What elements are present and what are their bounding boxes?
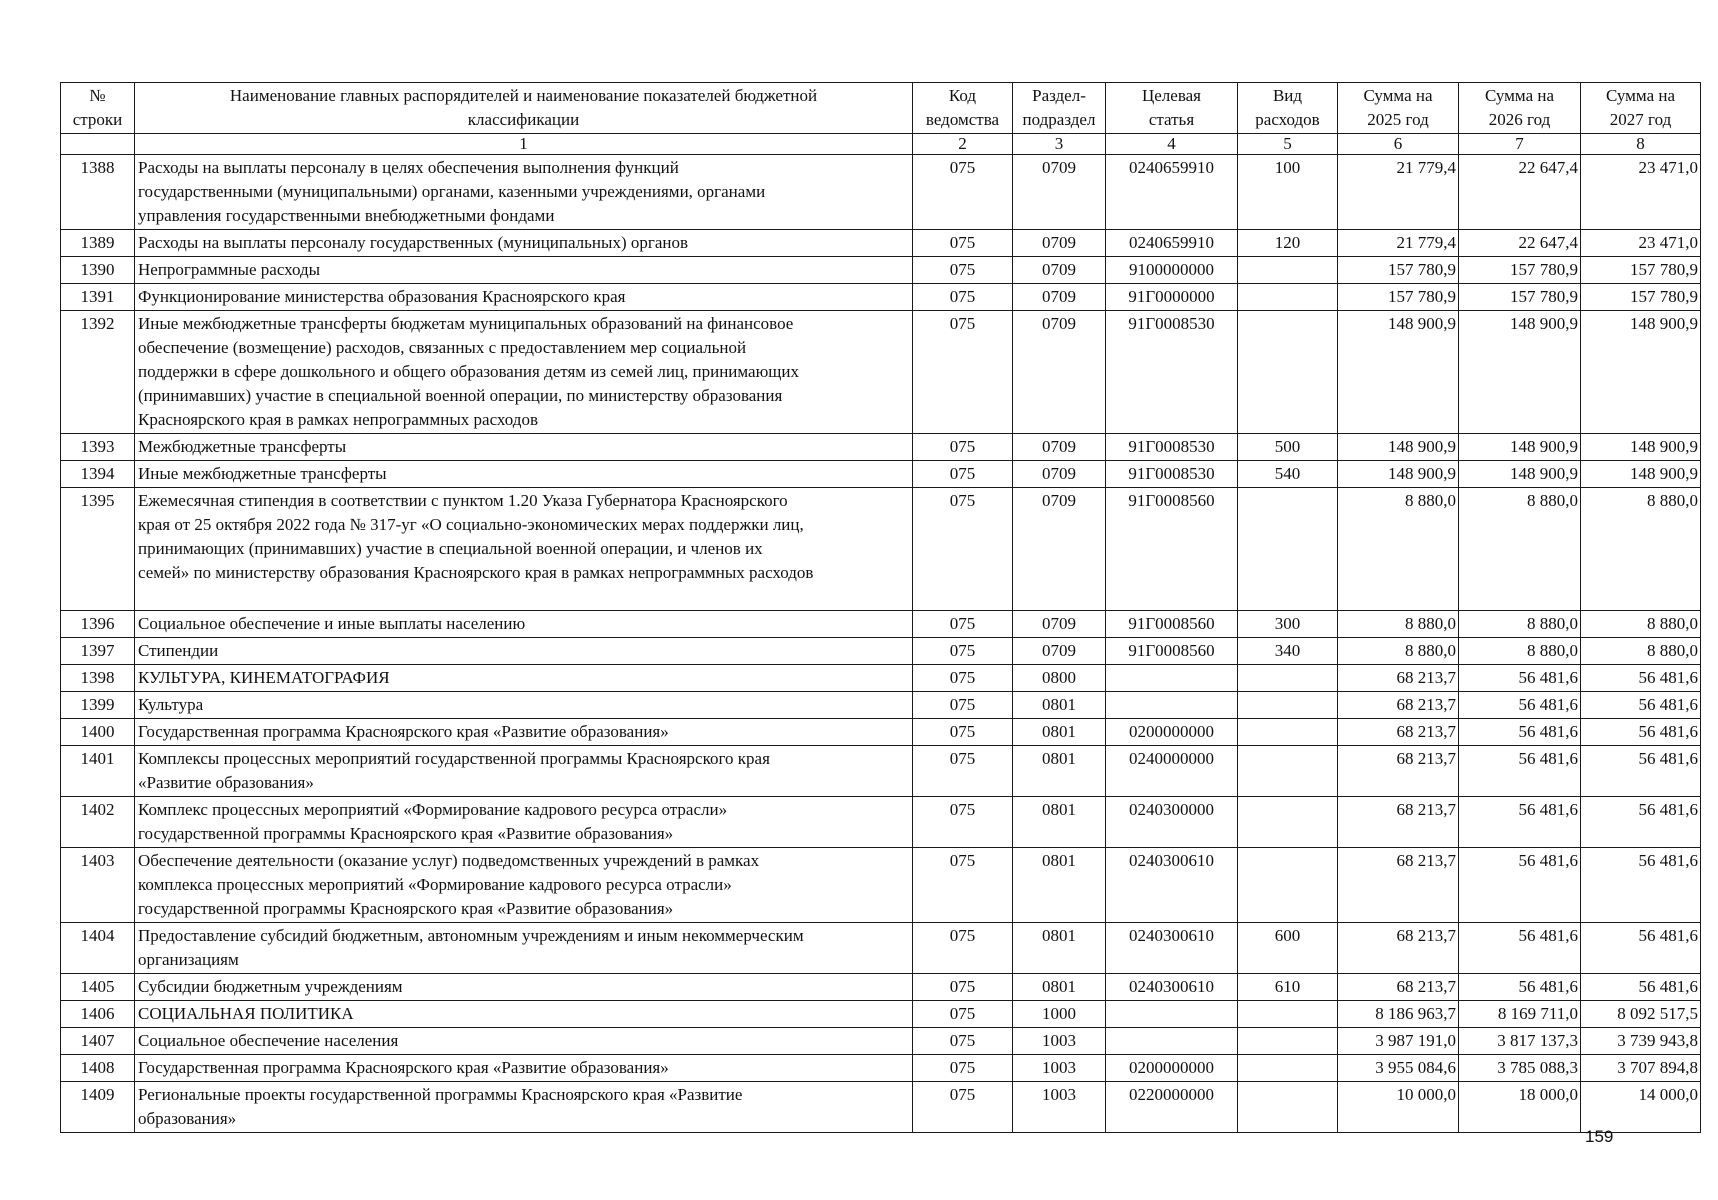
row-section: 0801	[1013, 974, 1106, 1001]
row-department-code: 075	[913, 611, 1013, 638]
row-name	[135, 230, 913, 257]
table-row	[61, 692, 1701, 719]
row-sum-2026: 148 900,9	[1459, 434, 1581, 461]
row-name-line: Иные межбюджетные трансферты бюджетам муниципальных образований на финансовое	[138, 314, 794, 333]
row-expense-type: 600	[1238, 923, 1338, 974]
header-section: Раздел- подраздел	[1013, 83, 1106, 134]
header-sum-2026: Сумма на 2026 год	[1459, 83, 1581, 134]
table-row	[61, 719, 1701, 746]
row-department-code: 075	[913, 155, 1013, 230]
row-name	[135, 284, 913, 311]
row-target-item: 0240300000	[1106, 797, 1238, 848]
row-expense-type: 300	[1238, 611, 1338, 638]
row-number: 1389	[61, 230, 135, 257]
row-name-line: образования»	[138, 1109, 237, 1128]
row-name-line: Государственная программа Красноярского края «Развитие образования»	[138, 1058, 669, 1077]
row-name-line: Предоставление субсидий бюджетным, автономным учреждениям и иным некоммерческим	[138, 926, 804, 945]
row-sum-2025: 68 213,7	[1338, 923, 1459, 974]
column-number: 5	[1238, 134, 1338, 155]
row-number: 1405	[61, 974, 135, 1001]
table-row	[61, 923, 1701, 974]
row-sum-2025: 8 880,0	[1338, 638, 1459, 665]
row-target-item: 0240659910	[1106, 230, 1238, 257]
row-sum-2025: 68 213,7	[1338, 692, 1459, 719]
row-name-line: Региональные проекты государственной программы Красноярского края «Развитие	[138, 1085, 743, 1104]
row-name	[135, 746, 913, 797]
row-expense-type	[1238, 1001, 1338, 1028]
table-row	[61, 284, 1701, 311]
row-expense-type: 100	[1238, 155, 1338, 230]
row-section: 0709	[1013, 257, 1106, 284]
row-number: 1399	[61, 692, 135, 719]
row-sum-2025: 68 213,7	[1338, 797, 1459, 848]
row-sum-2026: 56 481,6	[1459, 923, 1581, 974]
row-target-item: 91Г0008530	[1106, 434, 1238, 461]
row-name	[135, 923, 913, 974]
row-sum-2026: 8 880,0	[1459, 488, 1581, 611]
row-name-line: комплекса процессных мероприятий «Формирование кадрового ресурса отрасли»	[138, 875, 732, 894]
row-name	[135, 848, 913, 923]
row-name-line	[138, 585, 909, 609]
row-number: 1394	[61, 461, 135, 488]
header-sum-2025: Сумма на 2025 год	[1338, 83, 1459, 134]
row-name-line: Ежемесячная стипендия в соответствии с пунктом 1.20 Указа Губернатора Красноярского	[138, 491, 788, 510]
header-department-code: Код ведомства	[913, 83, 1013, 134]
row-sum-2027: 3 739 943,8	[1581, 1028, 1701, 1055]
row-sum-2026: 8 880,0	[1459, 611, 1581, 638]
row-sum-2026: 56 481,6	[1459, 665, 1581, 692]
table-row	[61, 611, 1701, 638]
row-department-code: 075	[913, 665, 1013, 692]
row-name-line: Непрограммные расходы	[138, 260, 321, 279]
row-number: 1395	[61, 488, 135, 611]
row-number: 1388	[61, 155, 135, 230]
row-expense-type	[1238, 1055, 1338, 1082]
row-name-line: Расходы на выплаты персоналу в целях обеспечения выполнения функций	[138, 158, 679, 177]
row-name	[135, 692, 913, 719]
row-department-code: 075	[913, 848, 1013, 923]
row-sum-2025: 8 880,0	[1338, 611, 1459, 638]
row-name-line: принимающих (принимавших) участие в специальной военной операции, и членов их	[138, 539, 763, 558]
row-target-item: 0240659910	[1106, 155, 1238, 230]
row-sum-2027: 56 481,6	[1581, 665, 1701, 692]
row-name-line: Иные межбюджетные трансферты	[138, 464, 387, 483]
row-name	[135, 638, 913, 665]
table-row	[61, 461, 1701, 488]
row-sum-2025: 148 900,9	[1338, 311, 1459, 434]
row-target-item: 91Г0008560	[1106, 488, 1238, 611]
row-target-item: 0240000000	[1106, 746, 1238, 797]
row-sum-2027: 8 880,0	[1581, 611, 1701, 638]
row-department-code: 075	[913, 1055, 1013, 1082]
row-target-item: 0200000000	[1106, 719, 1238, 746]
column-number: 2	[913, 134, 1013, 155]
row-sum-2027: 56 481,6	[1581, 848, 1701, 923]
row-expense-type	[1238, 746, 1338, 797]
row-sum-2027: 8 092 517,5	[1581, 1001, 1701, 1028]
header-target-item: Целевая статья	[1106, 83, 1238, 134]
row-sum-2026: 56 481,6	[1459, 719, 1581, 746]
row-sum-2026: 18 000,0	[1459, 1082, 1581, 1133]
row-name	[135, 488, 913, 611]
row-number: 1393	[61, 434, 135, 461]
row-sum-2027: 148 900,9	[1581, 461, 1701, 488]
row-name-line: Стипендии	[138, 641, 219, 660]
row-section: 1003	[1013, 1028, 1106, 1055]
header-expense-type: Вид расходов	[1238, 83, 1338, 134]
header-sum-2027: Сумма на 2027 год	[1581, 83, 1701, 134]
row-section: 0709	[1013, 284, 1106, 311]
row-section: 0801	[1013, 923, 1106, 974]
row-number: 1401	[61, 746, 135, 797]
row-target-item: 0220000000	[1106, 1082, 1238, 1133]
row-department-code: 075	[913, 230, 1013, 257]
row-name-line: КУЛЬТУРА, КИНЕМАТОГРАФИЯ	[138, 668, 390, 687]
row-sum-2026: 56 481,6	[1459, 848, 1581, 923]
row-target-item	[1106, 1028, 1238, 1055]
row-expense-type	[1238, 257, 1338, 284]
row-target-item: 91Г0008560	[1106, 611, 1238, 638]
row-name	[135, 797, 913, 848]
row-sum-2027: 8 880,0	[1581, 638, 1701, 665]
row-target-item: 0240300610	[1106, 923, 1238, 974]
column-number-blank	[61, 134, 135, 155]
row-number: 1397	[61, 638, 135, 665]
row-name-line: края от 25 октября 2022 года № 317-уг «О социально-экономических мерах поддержки лиц,	[138, 515, 804, 534]
row-target-item: 0200000000	[1106, 1055, 1238, 1082]
row-section: 1000	[1013, 1001, 1106, 1028]
table-row	[61, 665, 1701, 692]
row-sum-2025: 3 987 191,0	[1338, 1028, 1459, 1055]
row-expense-type	[1238, 665, 1338, 692]
row-name-line: управления государственными внебюджетными фондами	[138, 206, 555, 225]
row-section: 0709	[1013, 488, 1106, 611]
table-row	[61, 974, 1701, 1001]
row-section: 0801	[1013, 746, 1106, 797]
row-department-code: 075	[913, 1082, 1013, 1133]
row-sum-2026: 8 169 711,0	[1459, 1001, 1581, 1028]
row-sum-2027: 56 481,6	[1581, 974, 1701, 1001]
row-sum-2026: 56 481,6	[1459, 974, 1581, 1001]
row-sum-2025: 21 779,4	[1338, 155, 1459, 230]
row-sum-2026: 3 785 088,3	[1459, 1055, 1581, 1082]
row-target-item	[1106, 1001, 1238, 1028]
row-section: 1003	[1013, 1082, 1106, 1133]
row-number: 1400	[61, 719, 135, 746]
row-sum-2027: 56 481,6	[1581, 746, 1701, 797]
row-department-code: 075	[913, 692, 1013, 719]
row-name-line: Комплексы процессных мероприятий государственной программы Красноярского края	[138, 749, 770, 768]
row-section: 0800	[1013, 665, 1106, 692]
row-expense-type: 120	[1238, 230, 1338, 257]
row-department-code: 075	[913, 284, 1013, 311]
row-name	[135, 311, 913, 434]
row-department-code: 075	[913, 311, 1013, 434]
row-name	[135, 434, 913, 461]
row-expense-type	[1238, 1082, 1338, 1133]
row-sum-2027: 23 471,0	[1581, 230, 1701, 257]
row-sum-2027: 56 481,6	[1581, 797, 1701, 848]
row-name-line: Субсидии бюджетным учреждениям	[138, 977, 403, 996]
row-name	[135, 257, 913, 284]
column-number: 4	[1106, 134, 1238, 155]
row-target-item: 91Г0008530	[1106, 461, 1238, 488]
row-section: 0709	[1013, 638, 1106, 665]
row-name-line: поддержки в сфере дошкольного и общего образования детям из семей лиц, принимающих	[138, 362, 799, 381]
row-sum-2027: 14 000,0	[1581, 1082, 1701, 1133]
row-sum-2025: 157 780,9	[1338, 284, 1459, 311]
row-name	[135, 719, 913, 746]
row-section: 0709	[1013, 311, 1106, 434]
row-sum-2025: 148 900,9	[1338, 434, 1459, 461]
row-sum-2027: 8 880,0	[1581, 488, 1701, 611]
row-section: 0801	[1013, 797, 1106, 848]
row-name-line: «Развитие образования»	[138, 773, 314, 792]
row-number: 1406	[61, 1001, 135, 1028]
table-row	[61, 1082, 1701, 1133]
table-row	[61, 746, 1701, 797]
budget-table	[60, 82, 1701, 1133]
row-sum-2027: 56 481,6	[1581, 692, 1701, 719]
row-expense-type	[1238, 311, 1338, 434]
row-sum-2027: 23 471,0	[1581, 155, 1701, 230]
row-name	[135, 1001, 913, 1028]
row-expense-type	[1238, 692, 1338, 719]
row-name-line: семей» по министерству образования Красноярского края в рамках непрограммных расходов	[138, 563, 814, 582]
row-sum-2025: 68 213,7	[1338, 719, 1459, 746]
row-department-code: 075	[913, 1028, 1013, 1055]
row-expense-type: 540	[1238, 461, 1338, 488]
row-sum-2025: 157 780,9	[1338, 257, 1459, 284]
header-name: Наименование главных распорядителей и наименование показателей бюджетной классификации	[135, 83, 913, 134]
row-target-item: 0240300610	[1106, 848, 1238, 923]
row-sum-2027: 56 481,6	[1581, 719, 1701, 746]
row-section: 1003	[1013, 1055, 1106, 1082]
row-name-line: Красноярского края в рамках непрограммных расходов	[138, 410, 538, 429]
column-number: 1	[135, 134, 913, 155]
row-sum-2026: 148 900,9	[1459, 311, 1581, 434]
table-row	[61, 638, 1701, 665]
row-expense-type	[1238, 797, 1338, 848]
row-target-item: 91Г0000000	[1106, 284, 1238, 311]
row-sum-2026: 8 880,0	[1459, 638, 1581, 665]
column-number: 7	[1459, 134, 1581, 155]
row-sum-2025: 8 186 963,7	[1338, 1001, 1459, 1028]
row-name-line: (принимавших) участие в специальной военной операции, по министерству образования	[138, 386, 783, 405]
table-row	[61, 155, 1701, 230]
row-expense-type	[1238, 848, 1338, 923]
row-number: 1398	[61, 665, 135, 692]
column-number: 6	[1338, 134, 1459, 155]
row-name-line: Социальное обеспечение населения	[138, 1031, 399, 1050]
table-body	[61, 155, 1701, 1133]
row-number: 1390	[61, 257, 135, 284]
row-department-code: 075	[913, 797, 1013, 848]
page-number: 159	[1585, 1127, 1614, 1146]
row-sum-2026: 22 647,4	[1459, 230, 1581, 257]
row-sum-2027: 157 780,9	[1581, 257, 1701, 284]
row-expense-type	[1238, 719, 1338, 746]
row-name	[135, 1055, 913, 1082]
row-expense-type: 340	[1238, 638, 1338, 665]
row-name-line: СОЦИАЛЬНАЯ ПОЛИТИКА	[138, 1004, 354, 1023]
row-sum-2027: 3 707 894,8	[1581, 1055, 1701, 1082]
row-department-code: 075	[913, 257, 1013, 284]
row-sum-2025: 10 000,0	[1338, 1082, 1459, 1133]
row-sum-2027: 148 900,9	[1581, 311, 1701, 434]
row-department-code: 075	[913, 638, 1013, 665]
column-number: 8	[1581, 134, 1701, 155]
row-department-code: 075	[913, 746, 1013, 797]
row-sum-2027: 148 900,9	[1581, 434, 1701, 461]
row-name	[135, 665, 913, 692]
row-sum-2026: 157 780,9	[1459, 284, 1581, 311]
row-name-line: государственными (муниципальными) органами, казенными учреждениями, органами	[138, 182, 766, 201]
row-sum-2027: 56 481,6	[1581, 923, 1701, 974]
row-number: 1396	[61, 611, 135, 638]
row-name-line: Обеспечение деятельности (оказание услуг) подведомственных учреждений в рамках	[138, 851, 760, 870]
row-section: 0801	[1013, 719, 1106, 746]
row-number: 1391	[61, 284, 135, 311]
table-row	[61, 1028, 1701, 1055]
row-expense-type	[1238, 1028, 1338, 1055]
header-row	[61, 83, 1701, 134]
row-name-line: государственной программы Красноярского края «Развитие образования»	[138, 824, 674, 843]
row-sum-2025: 8 880,0	[1338, 488, 1459, 611]
table-row	[61, 488, 1701, 611]
row-sum-2025: 68 213,7	[1338, 974, 1459, 1001]
row-section: 0801	[1013, 848, 1106, 923]
row-number: 1392	[61, 311, 135, 434]
table-row	[61, 1055, 1701, 1082]
row-department-code: 075	[913, 923, 1013, 974]
table-row	[61, 257, 1701, 284]
row-number: 1404	[61, 923, 135, 974]
row-section: 0709	[1013, 155, 1106, 230]
row-sum-2026: 56 481,6	[1459, 797, 1581, 848]
column-number: 3	[1013, 134, 1106, 155]
row-number: 1403	[61, 848, 135, 923]
row-name-line: Межбюджетные трансферты	[138, 437, 347, 456]
row-department-code: 075	[913, 1001, 1013, 1028]
row-name-line: Расходы на выплаты персоналу государственных (муниципальных) органов	[138, 233, 688, 252]
row-expense-type: 500	[1238, 434, 1338, 461]
row-sum-2026: 22 647,4	[1459, 155, 1581, 230]
row-name-line: организациям	[138, 950, 239, 969]
row-expense-type	[1238, 284, 1338, 311]
header-row-number: № строки	[61, 83, 135, 134]
table-row	[61, 230, 1701, 257]
row-number: 1408	[61, 1055, 135, 1082]
row-name-line: Комплекс процессных мероприятий «Формирование кадрового ресурса отрасли»	[138, 800, 728, 819]
row-department-code: 075	[913, 488, 1013, 611]
row-sum-2025: 68 213,7	[1338, 746, 1459, 797]
row-name	[135, 974, 913, 1001]
row-target-item	[1106, 665, 1238, 692]
row-name	[135, 1028, 913, 1055]
row-sum-2027: 157 780,9	[1581, 284, 1701, 311]
row-sum-2026: 157 780,9	[1459, 257, 1581, 284]
row-expense-type: 610	[1238, 974, 1338, 1001]
table-row	[61, 434, 1701, 461]
row-target-item: 91Г0008530	[1106, 311, 1238, 434]
row-sum-2026: 56 481,6	[1459, 692, 1581, 719]
row-sum-2026: 56 481,6	[1459, 746, 1581, 797]
row-number: 1409	[61, 1082, 135, 1133]
row-department-code: 075	[913, 434, 1013, 461]
row-number: 1407	[61, 1028, 135, 1055]
row-target-item	[1106, 692, 1238, 719]
row-sum-2025: 68 213,7	[1338, 848, 1459, 923]
row-department-code: 075	[913, 719, 1013, 746]
row-name-line: Государственная программа Красноярского края «Развитие образования»	[138, 722, 669, 741]
row-name-line: Социальное обеспечение и иные выплаты населению	[138, 614, 526, 633]
row-sum-2026: 3 817 137,3	[1459, 1028, 1581, 1055]
row-section: 0709	[1013, 230, 1106, 257]
row-name	[135, 155, 913, 230]
row-name-line: государственной программы Красноярского края «Развитие образования»	[138, 899, 674, 918]
row-sum-2026: 148 900,9	[1459, 461, 1581, 488]
column-number-row	[61, 134, 1701, 155]
row-name	[135, 461, 913, 488]
row-number: 1402	[61, 797, 135, 848]
row-name	[135, 1082, 913, 1133]
table-row	[61, 797, 1701, 848]
row-sum-2025: 68 213,7	[1338, 665, 1459, 692]
row-target-item: 0240300610	[1106, 974, 1238, 1001]
row-section: 0709	[1013, 461, 1106, 488]
row-name-line: Функционирование министерства образования Красноярского края	[138, 287, 626, 306]
table-row	[61, 311, 1701, 434]
row-target-item: 91Г0008560	[1106, 638, 1238, 665]
row-section: 0709	[1013, 611, 1106, 638]
row-expense-type	[1238, 488, 1338, 611]
row-name-line: обеспечение (возмещение) расходов, связанных с предоставлением мер социальной	[138, 338, 747, 357]
table-row	[61, 1001, 1701, 1028]
row-section: 0801	[1013, 692, 1106, 719]
row-sum-2025: 21 779,4	[1338, 230, 1459, 257]
row-name-line: Культура	[138, 695, 204, 714]
table-row	[61, 848, 1701, 923]
row-sum-2025: 148 900,9	[1338, 461, 1459, 488]
row-department-code: 075	[913, 461, 1013, 488]
row-target-item: 9100000000	[1106, 257, 1238, 284]
row-sum-2025: 3 955 084,6	[1338, 1055, 1459, 1082]
row-name	[135, 611, 913, 638]
row-department-code: 075	[913, 974, 1013, 1001]
row-section: 0709	[1013, 434, 1106, 461]
